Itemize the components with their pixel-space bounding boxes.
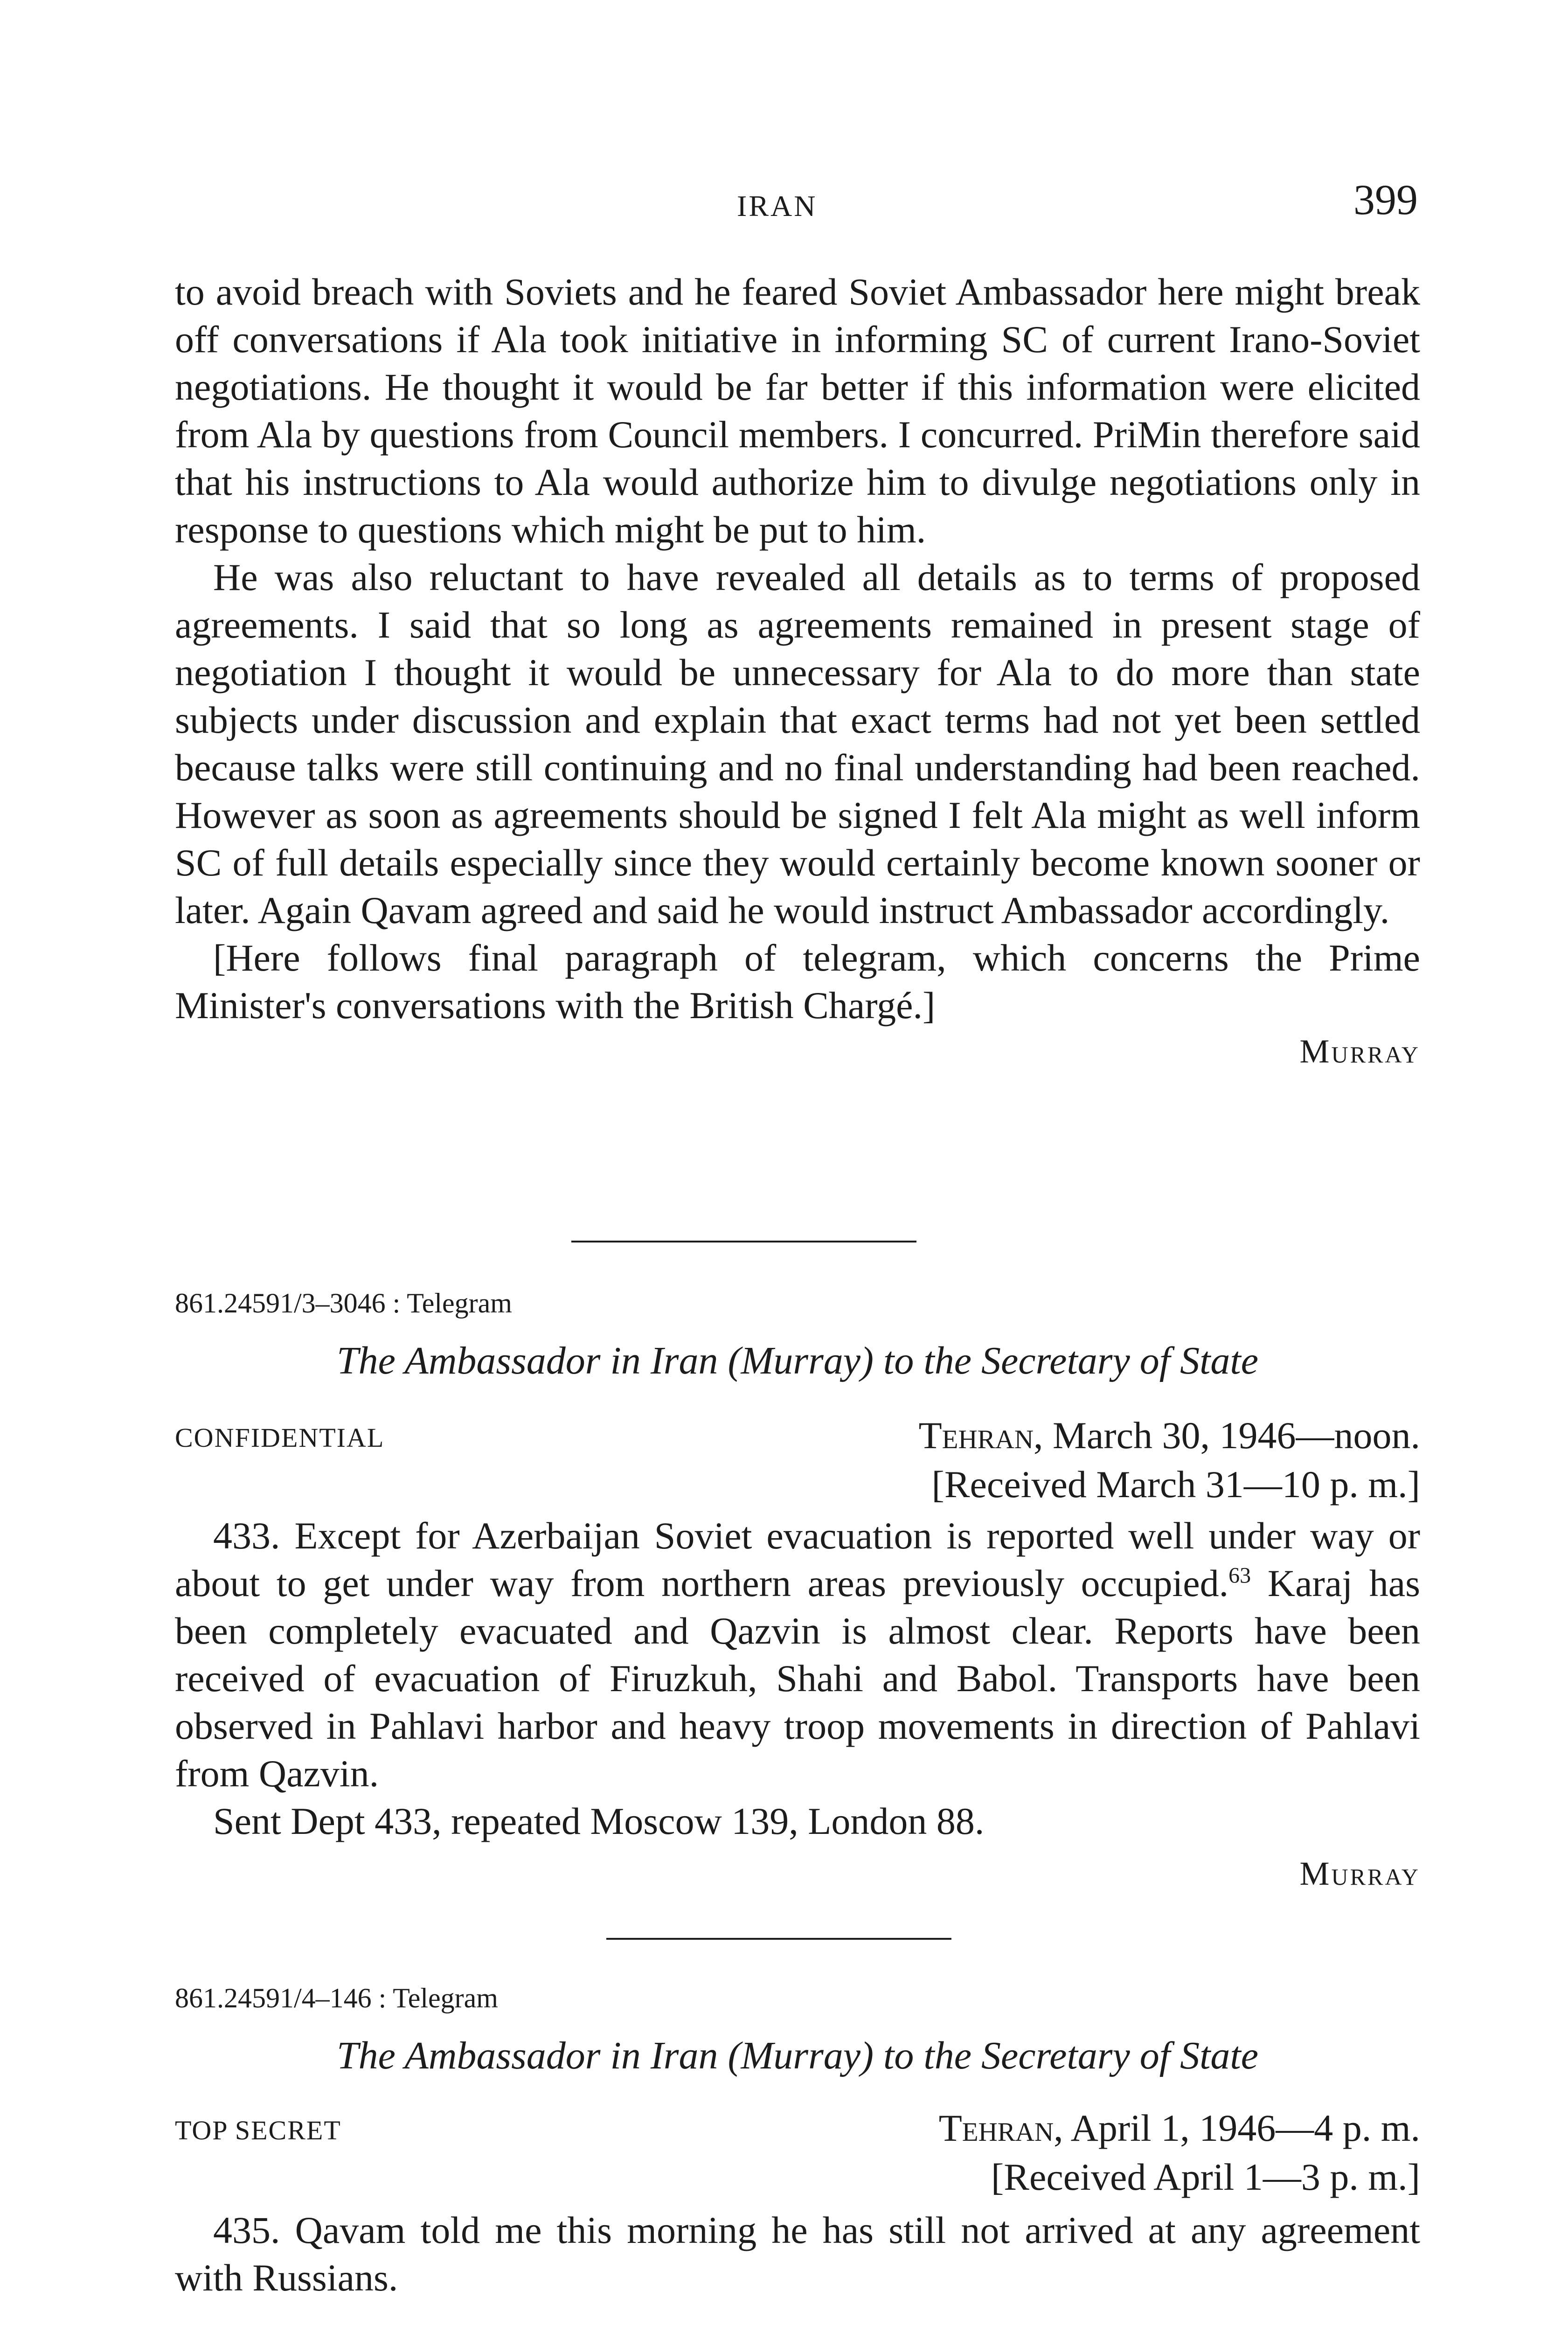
body-paragraph: Sent Dept 433, repeated Moscow 139, London 88.: [213, 1800, 985, 1842]
document-section: [175, 1982, 1420, 2302]
body-paragraph: 435. Qavam told me this morning he has still not arrived at any agreement with Russians.: [175, 2209, 1420, 2299]
file-reference: 861.24591/4–146 : Telegram: [175, 1983, 498, 2013]
dateline-date: , March 30, 1946—noon.: [1033, 1414, 1420, 1457]
received-line: [Received April 1—3 p. m.]: [991, 2156, 1420, 2198]
paragraph-text: Karaj has been completely evacuated and Qazvin is almost clear. Reports have been received of evacuation of Firuzkuh, Shahi and Babol. Transports have been observed in Pahlavi harbor and heavy troop movements in direction of Pahlavi from Qazvin.: [175, 1562, 1420, 1795]
editorial-note: [Here follows final paragraph of telegram, which concerns the Prime Minister's conversations with the British Chargé.]: [175, 937, 1420, 1027]
classification-label: TOP SECRET: [175, 2115, 341, 2145]
signature: Murray: [1299, 1033, 1420, 1070]
document-title: The Ambassador in Iran (Murray) to the Secretary of State: [336, 2034, 1259, 2077]
file-reference: 861.24591/3–3046 : Telegram: [175, 1288, 512, 1319]
section-divider: [606, 1938, 951, 1940]
received-line: [Received March 31—10 p. m.]: [931, 1463, 1420, 1506]
running-head: IRAN: [737, 189, 818, 222]
dateline: [939, 2106, 1420, 2150]
dateline-place: Tehran: [938, 2107, 1054, 2149]
continuation-section: [175, 268, 1420, 1071]
dateline-row: [175, 1414, 1420, 1463]
body-paragraph: He was also reluctant to have revealed all details as to terms of proposed agreements. I said that so long as agreements remained in present stage of negotiation I thought it would be unnecessary for Ala to do more than state subjects under discussion and explain that exact terms had not yet been settled because talks were still continuing and no final understanding had been reached. However as soon as agreements should be signed I felt Ala might as well inform SC of full details especially since they would certainly become known sooner or later. Again Qavam agreed and said he would instruct Ambassador accordingly.: [175, 556, 1420, 931]
signature: Murray: [1299, 1855, 1420, 1892]
document-section: [175, 1287, 1420, 1893]
page-header: [0, 175, 1568, 231]
paragraph-text: 433. Except for Azerbaijan Soviet evacuation is reported well under way or about to get under way from northern areas previously occupied.: [175, 1514, 1420, 1604]
dateline-date: , April 1, 1946—4 p. m.: [1054, 2107, 1420, 2149]
document-title: The Ambassador in Iran (Murray) to the Secretary of State: [336, 1339, 1259, 1382]
section-divider: [571, 1241, 916, 1242]
body-paragraph: to avoid breach with Soviets and he feared Soviet Ambassador here might break off conversations if Ala took initiative in informing SC of current Irano-Soviet negotiations. He thought it would be far better if this information were elicited from Ala by questions from Council members. I concurred. PriMin therefore said that his instructions to Ala would authorize him to divulge negotiations only in response to questions which might be put to him.: [175, 271, 1420, 551]
footnote-reference: 63: [1228, 1563, 1251, 1588]
body-paragraph: [175, 1512, 1420, 1798]
dateline-row: [175, 2106, 1420, 2155]
classification-label: CONFIDENTIAL: [175, 1423, 385, 1453]
page-number: 399: [1353, 176, 1418, 223]
dateline-place: Tehran: [918, 1414, 1034, 1457]
dateline: [919, 1414, 1420, 1458]
